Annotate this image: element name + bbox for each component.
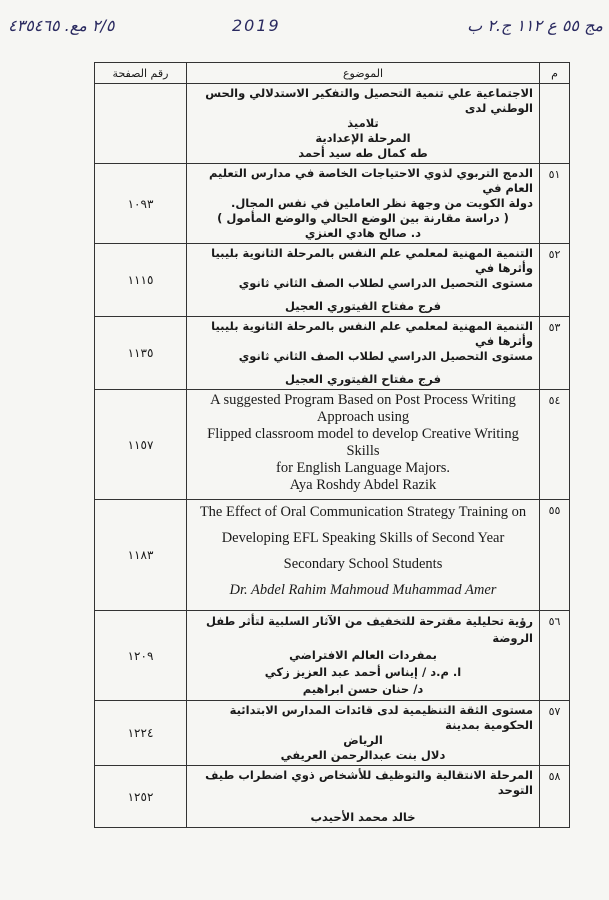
entry-topic xyxy=(187,766,540,828)
entry-page: ١٢٢٤ xyxy=(95,701,187,766)
table-row xyxy=(95,164,570,244)
entry-page: ١٢٥٢ xyxy=(95,766,187,828)
entry-title-line: A suggested Program Based on Post Process Writing xyxy=(210,392,516,408)
entry-page: ١٠٩٣ xyxy=(95,164,187,244)
entry-topic xyxy=(187,84,540,164)
header-page-number: رقم الصفحة xyxy=(95,63,187,84)
entry-title-line: Developing EFL Speaking Skills of Second Year xyxy=(221,530,505,546)
entry-author: فرج مفتاح الفيتوري العجيل xyxy=(285,299,441,313)
entry-number: ٥٤ xyxy=(540,390,570,500)
entry-number: ٥٥ xyxy=(540,500,570,611)
entry-page: ١١٥٧ xyxy=(95,390,187,500)
handwritten-header xyxy=(0,12,609,46)
header-topic: الموضوع xyxy=(187,63,540,84)
handwritten-year: 2019 xyxy=(232,16,281,35)
entry-author: دلال بنت عبدالرحمن العريفي xyxy=(280,748,446,762)
handwritten-volume-right: مج ٥٥ ع ١١٢ ج.٢ ب xyxy=(467,16,603,35)
entry-topic xyxy=(187,244,540,317)
entry-topic xyxy=(187,390,540,500)
entry-title-line: ( دراسة مقارنة بين الوضع الحالي والوضع المأمول ) xyxy=(217,211,509,225)
entry-page: ١١٣٥ xyxy=(95,317,187,390)
entry-title-line: دولة الكويت من وجهة نظر العاملين في نفس المجال. xyxy=(230,196,533,210)
entry-author: ا. م.د / إيناس أحمد عبد العزيز زكي xyxy=(264,665,462,679)
entry-author: Aya Roshdy Abdel Razik xyxy=(289,477,437,493)
entry-title-line: المرحلة الانتقالية والتوظيف للأشخاص ذوي اضطراب طيف التوحد xyxy=(205,768,533,797)
entry-number: ٥٨ xyxy=(540,766,570,828)
entry-title-line: مستوى الثقة التنظيمية لدى قائدات المدارس الابتدائية الحكومية بمدينة xyxy=(229,703,533,732)
table-row xyxy=(95,500,570,611)
handwritten-index-left: ٢/٥ مع. ٤٣٥٤٦٥ xyxy=(8,16,115,35)
entry-topic xyxy=(187,500,540,611)
entry-title-line: الاجتماعية علي تنمية التحصيل والتفكير الاستدلالي والحس الوطني لدى xyxy=(205,86,533,115)
entry-page: ١١٨٣ xyxy=(95,500,187,611)
entry-number: ٥٧ xyxy=(540,701,570,766)
entry-title-line: تلاميذ xyxy=(347,116,379,130)
entry-title-line: for English Language Majors. xyxy=(276,460,450,476)
entry-title-line: Flipped classroom model to develop Creative Writing xyxy=(207,426,519,442)
entry-number: ٥٣ xyxy=(540,317,570,390)
entry-title-line: مستوى التحصيل الدراسي لطلاب الصف الثاني ثانوي xyxy=(238,349,533,363)
table-row xyxy=(95,390,570,500)
entry-title-line: المرحلة الإعدادية xyxy=(315,131,411,145)
entry-title-line: Secondary School Students xyxy=(283,556,443,572)
entry-title-line: التنمية المهنية لمعلمي علم النفس بالمرحلة الثانوية بليبيا وأثرها في xyxy=(211,319,533,348)
entry-number: ٥٦ xyxy=(540,611,570,701)
header-row xyxy=(95,63,570,84)
table-row xyxy=(95,766,570,828)
entry-author: د. صالح هادي العنزي xyxy=(304,226,422,240)
contents-table xyxy=(94,62,570,828)
entry-title-line: مستوى التحصيل الدراسي لطلاب الصف الثاني ثانوي xyxy=(238,276,533,290)
entry-author: د/ حنان حسن ابراهيم xyxy=(302,682,424,696)
table-row xyxy=(95,84,570,164)
entry-author: Dr. Abdel Rahim Mahmoud Muhammad Amer xyxy=(229,582,497,598)
entry-title-line: بمفردات العالم الافتراضي xyxy=(289,648,437,662)
entry-topic xyxy=(187,317,540,390)
table-row xyxy=(95,244,570,317)
entry-title-line: الدمج التربوي لذوي الاحتياجات الخاصة في مدارس التعليم العام في xyxy=(209,166,533,195)
entry-page xyxy=(95,84,187,164)
table-row xyxy=(95,611,570,701)
entry-topic xyxy=(187,611,540,701)
entry-topic xyxy=(187,701,540,766)
entry-title-line: رؤية تحليلية مقترحة للتخفيف من الآثار السلبية لتأثر طفل الروضة xyxy=(205,614,533,645)
entry-number: ٥١ xyxy=(540,164,570,244)
entry-title-line: التنمية المهنية لمعلمي علم النفس بالمرحلة الثانوية بليبيا وأثرها في xyxy=(211,246,533,275)
entry-number xyxy=(540,84,570,164)
entry-title-line: Approach using xyxy=(316,409,410,425)
header-number: م xyxy=(540,63,570,84)
entry-topic xyxy=(187,164,540,244)
table-row xyxy=(95,701,570,766)
entry-number: ٥٢ xyxy=(540,244,570,317)
entry-title-line: الرياض xyxy=(343,733,383,747)
entry-page: ١١١٥ xyxy=(95,244,187,317)
table-row xyxy=(95,317,570,390)
entry-author: فرج مفتاح الفيتوري العجيل xyxy=(285,372,441,386)
entry-author: طه كمال طه سيد أحمد xyxy=(298,146,428,160)
entry-page: ١٢٠٩ xyxy=(95,611,187,701)
entry-title-line: The Effect of Oral Communication Strategy Training on xyxy=(199,504,527,520)
entry-author: خالد محمد الأحيدب xyxy=(310,810,416,824)
entry-title-line: Skills xyxy=(346,443,380,459)
